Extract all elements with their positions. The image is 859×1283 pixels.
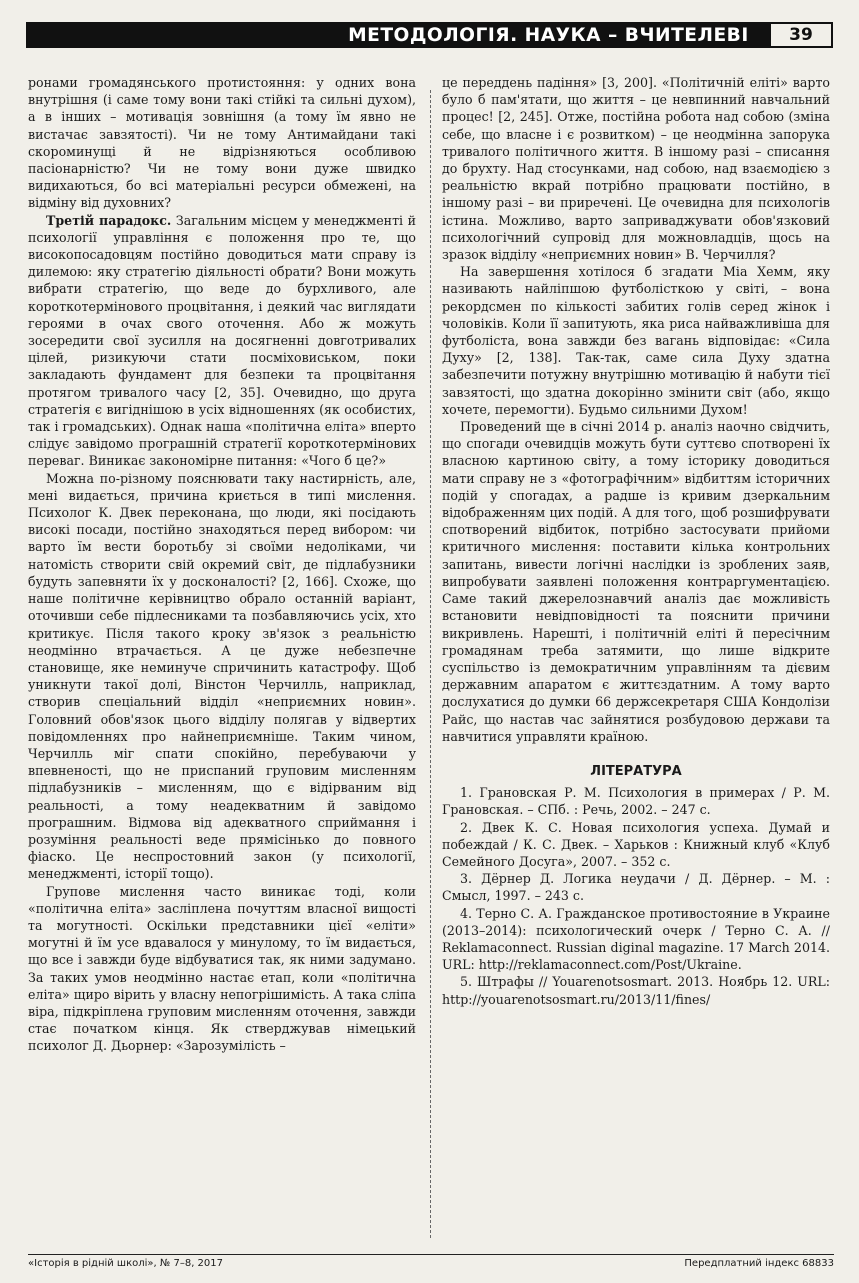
paragraph: Можна по-різному пояснювати таку настирність, але, мені видається, причина криється в типі мислення. Психолог К. Двек переконана, що люди, які посідають високі посади, постійно знаходяться перед вибором: чи варто їм вести боротьбу зі своїми недоліками, чи натомість створити свій окремий світ, де підлабузники будуть запевняти їх у досконалості? [2, 166]. Схоже, що наше політичне керівництво обрало останній варіант, оточивши себе підлесниками та позбавляючись усіх, хто критикує. Після такого кроку зв'язок з реальністю неодмінно втрачається. А це дуже небезпечне становище, яке неминуче спричинить катастрофу. Щоб уникнути такої долі, Вінстон Черчилль, наприклад, створив спеціальний відділ «неприємних новин». Головний обов'язок цього відділу полягав у відвертих повідомленнях про найнеприємніше. Таким чином, Черчилль міг спати спокійно, перебуваючи у впевненості, що не приспаний груповим мисленням підлабузників – мисленням, що є відірваним від реальності, а тому неадекватним й завідомо програшним. Відмова від адекватного сприймання і розуміння реальності веде прямісінько до повного фіаско. Це неспростовний закон (у психології, менеджменті, історії тощо). (28, 470, 416, 882)
column-divider (430, 90, 431, 1238)
references-title: ЛІТЕРАТУРА (590, 763, 682, 779)
paragraph: Проведений ще в січні 2014 р. аналіз наочно свідчить, що спогади очевидців можуть бути суттєво спотворені їх власною картиною світу, а тому історику доводиться мати справу не з «фотографічним» відбиттям історичних подій у спогадах, а радше із кривим дзеркальним відображенням цих подій. А для того, щоб розшифрувати спотворений відбиток, потрібно застосувати прийоми критичного мислення: поставити кілька контрольних запитань, вивести логічні наслідки із зроблених заяв, випробувати заявлені положення контраргументацією. Саме такий джерелознавчий аналіз дає можливість встановити невідповідності та пояснити причини викривлень. Нарешті, і політичній еліті й пересічним громадянам треба затямити, що лише відкрите суспільство із демократичним управлінням та дієвим державним апаратом є життєздатним. А тому варто дослухатися до думки 66 держсекретаря США Кондолізи Райс, що настав час зайнятися розбудовою держави та навчитися управляти країною. (442, 419, 830, 744)
paragraph: На завершення хотілося б згадати Міа Хемм, яку називають найліпшою футболісткою у світі, – вона рекордсмен по кількості забитих голів серед жінок і чоловіків. Коли її запитують, яка риса найважливіша для футболіста, вона завжди без вагань відповідає: «Сила Духу» [2, 138]. Так-так, саме сила Духу здатна забезпечити потужну внутрішню мотивацію й набути тієї завзятості, що здатна докорінно змінити світ (або, якщо хочете, перемогти). Будьмо сильними Духом! (442, 264, 830, 417)
reference-item: 2. Двек К. С. Новая психология успеха. Думай и побеждай / К. С. Двек. – Харьков : Книжный клуб «Клуб Семейного Досуга», 2007. – 352 с. (442, 819, 830, 869)
paragraph-text: Загальним місцем у менеджменті й психології управління є положення про те, що високопосадовцям постійно доводиться мати справу із дилемою: яку стратегію діяльності обрати? Вони можуть вибрати стратегію, що веде до бурхливого, але короткотермінового процвітання, і деякий час виглядати героями в очах свого оточення. Або ж можуть зосередити свої зусилля на досягненні довготривалих цілей, ризикуючи стати посміховиськом, поки закладають фундамент для безпеки та процвітання протягом тривалого часу [2, 35]. Очевидно, що друга стратегія є вигіднішою в усіх відношеннях (як особистих, так і громадських). Однак наша «політична еліта» вперто слідує завідомо програшній стратегії короткотермінових переваг. Виникає закономірне питання: «Чого б це?» (28, 212, 416, 469)
footer-subscription-index: Передплатний індекс 68833 (684, 1258, 834, 1269)
right-column (442, 74, 830, 1008)
section-header-bar (26, 22, 833, 48)
paragraph: це переддень падіння» [3, 200]. «Політичній еліті» варто було б пам'ятати, що життя – це невпинний навчальний процес! [2, 245]. Отже, постійна робота над собою (зміна себе, що власне і є розвитком) – це неодмінна запорука тривалого політичного життя. В іншому разі – списання до брухту. Над стосунками, над собою, над взаємодією з реальністю вкрай потрібно працювати постійно, в іншому разі – ви приречені. Це очевидна для психологів істина. Можливо, варто заприваджувати обов'язковий психологічний супровід для можновладців, щось на зразок відділу «неприємних новин» В. Черчилля? (442, 75, 830, 263)
page-number: 39 (769, 22, 833, 48)
reference-item: 4. Терно С. А. Гражданское противостояние в Украине (2013–2014): психологический очерк / Терно С. А. // Reklamaconnect. Russian diginal magazine. 17 March 2014. URL: http://reklamaconnect.com/Post/Ukraine. (442, 905, 830, 973)
page-footer (28, 1254, 834, 1269)
paragraph: ронами громадянського протистояння: у одних вона внутрішня (і саме тому вони такі стійкі та сильні духом), а в інших – мотивація зовнішня (а тому їм явно не вистачає завзятості). Чи не тому Антимайдани такі скороминущі й не відрізняються особливою пасіонарністю? Чи не тому вони дуже швидко видихаються, бо всі матеріальні ресурси обмежені, на відміну від духовних? (28, 75, 416, 211)
reference-item: 5. Штрафы // Youarenotsosmart. 2013. Ноябрь 12. URL: http://youarenotsosmart.ru/2013/11/fines/ (442, 974, 830, 1007)
left-column (28, 74, 416, 1055)
section-title: МЕТОДОЛОГІЯ. НАУКА – ВЧИТЕЛЕВІ (348, 24, 749, 46)
paragraph-lead: Третій парадокс. (46, 212, 172, 228)
reference-item: 3. Дёрнер Д. Логика неудачи / Д. Дёрнер. – М. : Смысл, 1997. – 243 с. (442, 871, 830, 904)
paragraph: Групове мислення часто виникає тоді, коли «політична еліта» засліплена почуттям власної вищості та могутності. Оскільки представники цієї «еліти» могутні й їм усе вдавалося у минулому, то їм видається, що все і завжди буде відбуватися так, як ними задумано. За таких умов неодмінно настає етап, коли «політична еліта» щиро вірить у власну непогрішимість. А така сліпа віра, підкріплена груповим мисленням оточення, завжди стає початком кінця. Як стверджував німецький психолог Д. Дьорнер: «Зарозумілість – (28, 883, 416, 1054)
footer-journal: «Історія в рідній школі», № 7–8, 2017 (28, 1258, 223, 1269)
reference-item: 1. Грановская Р. М. Психология в примерах / Р. М. Грановская. – СПб. : Речь, 2002. – 247 с. (442, 785, 830, 818)
paragraph (28, 212, 416, 470)
